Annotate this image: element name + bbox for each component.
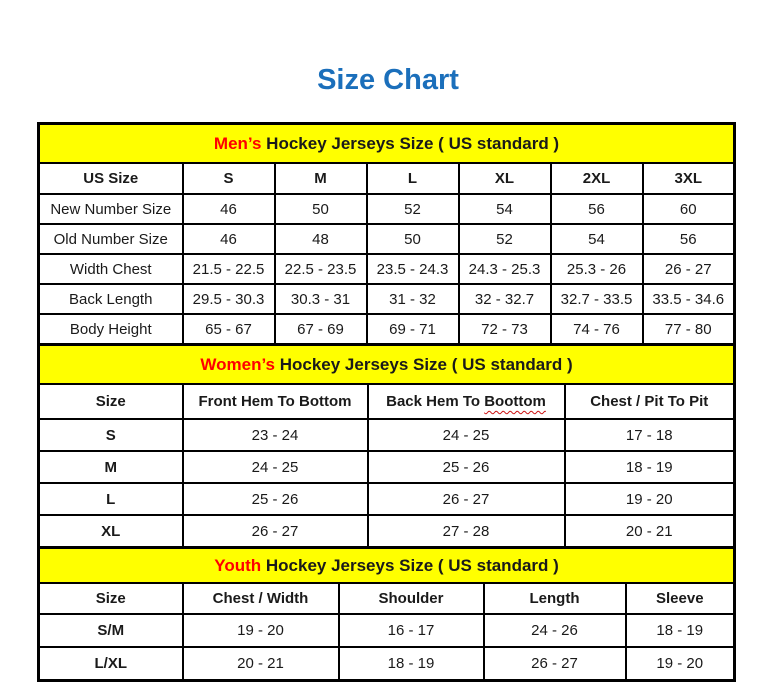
column-header: Length [484, 583, 626, 614]
table-row [39, 314, 735, 345]
size-value: 26 - 27 [643, 254, 735, 284]
row-label: L [39, 483, 183, 515]
size-value: 19 - 20 [183, 614, 339, 647]
table-row [39, 284, 735, 314]
table-row [39, 583, 735, 614]
size-value: 26 - 27 [368, 483, 565, 515]
table-row [39, 548, 735, 584]
column-header: M [275, 163, 367, 194]
column-header: Front Hem To Bottom [183, 384, 368, 419]
row-label: L/XL [39, 647, 183, 681]
column-header: Size [39, 384, 183, 419]
column-header: L [367, 163, 459, 194]
mens-section-accent: Men’s [213, 133, 262, 153]
size-value: 29.5 - 30.3 [183, 284, 275, 314]
size-value: 22.5 - 23.5 [275, 254, 367, 284]
size-value: 50 [275, 194, 367, 224]
row-label: XL [39, 515, 183, 548]
size-value: 30.3 - 31 [275, 284, 367, 314]
size-value: 23.5 - 24.3 [367, 254, 459, 284]
mens-size-table [37, 122, 736, 346]
column-header: S [183, 163, 275, 194]
size-value: 74 - 76 [551, 314, 643, 345]
table-row [39, 224, 735, 254]
table-row [39, 419, 735, 451]
youth-size-table [37, 546, 736, 682]
size-value: 16 - 17 [339, 614, 484, 647]
size-value: 50 [367, 224, 459, 254]
size-value: 25.3 - 26 [551, 254, 643, 284]
size-value: 17 - 18 [565, 419, 735, 451]
size-value: 54 [551, 224, 643, 254]
size-value: 46 [183, 224, 275, 254]
size-value: 24.3 - 25.3 [459, 254, 551, 284]
row-label: M [39, 451, 183, 483]
womens-size-table [37, 343, 736, 549]
youth-section-header [39, 548, 735, 584]
size-value: 77 - 80 [643, 314, 735, 345]
column-header: Sleeve [626, 583, 735, 614]
mens-section-header [39, 124, 735, 164]
size-value: 32.7 - 33.5 [551, 284, 643, 314]
table-row [39, 163, 735, 194]
table-row [39, 515, 735, 548]
size-value: 18 - 19 [626, 614, 735, 647]
row-label: New Number Size [39, 194, 183, 224]
row-label: Back Length [39, 284, 183, 314]
column-header: XL [459, 163, 551, 194]
table-row [39, 254, 735, 284]
size-value: 32 - 32.7 [459, 284, 551, 314]
size-value: 48 [275, 224, 367, 254]
column-header: 2XL [551, 163, 643, 194]
size-value: 18 - 19 [339, 647, 484, 681]
table-row [39, 483, 735, 515]
size-value: 26 - 27 [183, 515, 368, 548]
size-value: 19 - 20 [626, 647, 735, 681]
womens-section-text: Hockey Jerseys Size ( US standard ) [275, 354, 573, 374]
size-value: 19 - 20 [565, 483, 735, 515]
size-value: 69 - 71 [367, 314, 459, 345]
column-header-text: Back Hem To [386, 393, 485, 410]
size-value: 56 [551, 194, 643, 224]
size-value: 33.5 - 34.6 [643, 284, 735, 314]
size-value: 27 - 28 [368, 515, 565, 548]
page-title: Size Chart [317, 64, 459, 96]
table-row [39, 451, 735, 483]
size-value: 25 - 26 [368, 451, 565, 483]
size-value: 24 - 25 [183, 451, 368, 483]
row-label: Body Height [39, 314, 183, 345]
row-label: Old Number Size [39, 224, 183, 254]
column-header: Chest / Width [183, 583, 339, 614]
size-value: 24 - 25 [368, 419, 565, 451]
size-value: 23 - 24 [183, 419, 368, 451]
size-value: 24 - 26 [484, 614, 626, 647]
size-value: 25 - 26 [183, 483, 368, 515]
womens-section-accent: Women’s [200, 354, 275, 374]
size-value: 46 [183, 194, 275, 224]
size-value: 21.5 - 22.5 [183, 254, 275, 284]
size-value: 67 - 69 [275, 314, 367, 345]
row-label: S [39, 419, 183, 451]
column-header: Size [39, 583, 183, 614]
size-value: 52 [367, 194, 459, 224]
youth-section-text: Hockey Jerseys Size ( US standard ) [261, 555, 559, 575]
size-value: 72 - 73 [459, 314, 551, 345]
womens-section-header [39, 345, 735, 385]
mens-section-text: Hockey Jerseys Size ( US standard ) [261, 133, 560, 153]
misspelled-word: Boottom [484, 393, 546, 410]
table-row [39, 345, 735, 385]
size-value: 60 [643, 194, 735, 224]
column-header: Chest / Pit To Pit [565, 384, 735, 419]
size-value: 26 - 27 [484, 647, 626, 681]
column-header: 3XL [643, 163, 735, 194]
size-value: 31 - 32 [367, 284, 459, 314]
row-label: Width Chest [39, 254, 183, 284]
size-value: 18 - 19 [565, 451, 735, 483]
table-row [39, 647, 735, 681]
table-row [39, 194, 735, 224]
size-chart-tables [37, 122, 733, 682]
size-value: 52 [459, 224, 551, 254]
size-value: 56 [643, 224, 735, 254]
size-value: 20 - 21 [565, 515, 735, 548]
size-value: 65 - 67 [183, 314, 275, 345]
table-row [39, 384, 735, 419]
size-value: 20 - 21 [183, 647, 339, 681]
table-row [39, 124, 735, 164]
row-label: S/M [39, 614, 183, 647]
column-header: Shoulder [339, 583, 484, 614]
column-header [368, 384, 565, 419]
youth-section-accent: Youth [214, 555, 262, 575]
table-row [39, 614, 735, 647]
size-value: 54 [459, 194, 551, 224]
column-header: US Size [39, 163, 183, 194]
